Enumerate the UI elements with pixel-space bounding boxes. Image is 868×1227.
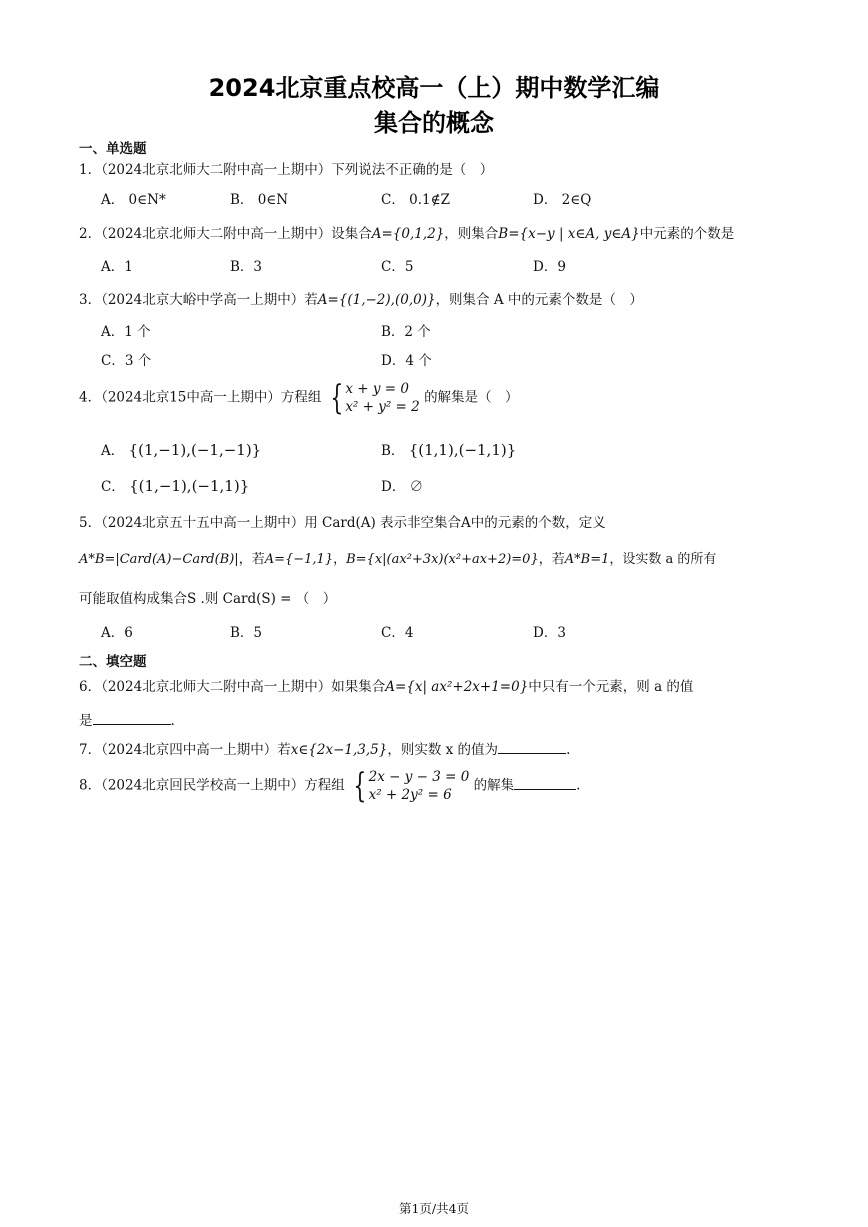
answer-blank[interactable] (514, 775, 576, 790)
text-segment: ，若 (238, 552, 265, 567)
question-6-line2 (79, 709, 175, 729)
option-text: 2∈Q (561, 192, 592, 208)
page-footer: 第1页/共4页 (398, 1201, 470, 1216)
set-a-expression: A={0,1,2} (371, 226, 445, 242)
equation-2: x² + 2y² = 6 (368, 787, 452, 803)
option-label: C． (381, 192, 405, 208)
set-b-expression: B={x|(ax²+3x)(x²+ax+2)=0} (346, 552, 539, 567)
option-label: B． (230, 192, 254, 208)
question-4-option-d[interactable] (381, 475, 423, 495)
question-8-prefix: 8．（2024北京回民学校高一上期中）方程组 (79, 777, 345, 794)
question-1-option-d[interactable] (533, 188, 591, 208)
set-a-expression: A={(1,−2),(0,0)} (317, 292, 436, 308)
question-5-stem-line1: 5．（2024北京五十五中高一上期中）用 Card(A) 表示非空集合A中的元素的个数，定义 (79, 515, 606, 531)
text-segment: ，若 (538, 552, 565, 567)
question-3-option-c[interactable]: C．3 个 (101, 353, 152, 369)
option-text: {(1,1),(−1,1)} (408, 441, 517, 459)
question-1-option-c[interactable] (381, 188, 450, 208)
text-segment: ，设实数 a 的所有 (609, 552, 717, 567)
question-7-prefix: 7．（2024北京四中高一上期中）若 (79, 742, 291, 758)
section-heading-fill-in: 二、填空题 (79, 654, 147, 670)
option-label: D． (381, 479, 406, 495)
question-5-option-d[interactable]: D．3 (533, 625, 566, 641)
condition-expression: A*B=1 (564, 552, 610, 567)
question-1-option-b[interactable] (230, 188, 288, 208)
question-4-option-c[interactable] (101, 475, 249, 495)
option-text: {(1,−1),(−1,1)} (129, 477, 250, 495)
set-a-expression: A={−1,1} (264, 552, 334, 567)
answer-blank[interactable] (93, 710, 171, 725)
question-2-suffix: 中元素的个数是 (639, 226, 735, 242)
condition-expression: x∈{2x−1,3,5} (290, 742, 388, 758)
option-label: B． (381, 443, 405, 459)
question-1-stem: 1．（2024北京北师大二附中高一上期中）下列说法不正确的是（ ） (79, 162, 494, 178)
question-5-stem-line2 (79, 548, 716, 567)
question-2-option-c[interactable]: C．5 (381, 259, 414, 275)
question-4-prefix: 4．（2024北京15中高一上期中）方程组 (79, 389, 322, 406)
question-7-stem (79, 738, 570, 758)
question-3-suffix: ，则集合 A 中的元素个数是（ ） (435, 292, 643, 308)
option-label: C． (101, 479, 125, 495)
question-8-suffix: 的解集 (473, 777, 515, 794)
question-3-option-b[interactable]: B．2 个 (381, 324, 431, 340)
option-label: A． (101, 192, 125, 208)
question-3-option-d[interactable]: D．4 个 (381, 353, 432, 369)
section-heading-single-choice: 一、单选题 (79, 141, 147, 157)
answer-blank[interactable] (498, 739, 566, 754)
question-2-option-b[interactable]: B．3 (230, 259, 263, 275)
question-3-stem (79, 288, 643, 308)
question-5-option-c[interactable]: C．4 (381, 625, 414, 641)
definition-expression: A*B=|Card(A)−Card(B)| (79, 552, 239, 567)
question-5-option-b[interactable]: B．5 (230, 625, 263, 641)
option-text: 0∈N (257, 192, 289, 208)
set-a-expression: A={x| ax²+2x+1=0} (385, 679, 529, 695)
question-6-suffix: 中只有一个元素，则 a 的值 (528, 679, 694, 695)
text-segment: . (576, 777, 581, 794)
question-5-option-a[interactable]: A．6 (101, 625, 133, 641)
equation-1: 2x − y − 3 = 0 (368, 769, 470, 785)
question-2-stem (79, 222, 734, 242)
question-5-stem-line3: 可能取值构成集合S .则 Card(S) = （ ） (79, 591, 337, 607)
option-text: 0.1∉Z (409, 192, 450, 208)
question-2-prefix: 2．（2024北京北师大二附中高一上期中）设集合 (79, 226, 372, 242)
text-segment: . (566, 742, 571, 758)
question-3-option-a[interactable]: A．1 个 (101, 324, 151, 340)
question-2-option-a[interactable]: A．1 (101, 259, 133, 275)
question-3-prefix: 3．（2024北京大峪中学高一上期中）若 (79, 292, 318, 308)
equation-system (326, 380, 420, 416)
question-4-option-b[interactable] (381, 439, 516, 459)
equation-1: x + y = 0 (345, 381, 409, 397)
option-text: {(1,−1),(−1,−1)} (128, 441, 262, 459)
question-4-option-a[interactable] (101, 439, 261, 459)
brace-symbol: { (330, 378, 343, 418)
question-4-suffix: 的解集是（ ） (424, 389, 519, 406)
option-text: 0∈N* (128, 192, 166, 208)
text-segment: 是 (79, 713, 93, 729)
option-label: D． (533, 192, 558, 208)
brace-symbol: { (353, 766, 367, 806)
text-segment: ， (333, 552, 347, 567)
question-6-stem (79, 675, 693, 695)
question-1-option-a[interactable] (101, 188, 166, 208)
page-subtitle: 集合的概念 (374, 109, 494, 137)
equation-system (349, 768, 469, 804)
page-title: 2024北京重点校高一（上）期中数学汇编 (208, 74, 660, 102)
set-b-expression: B={x−y | x∈A, y∈A} (498, 226, 640, 242)
equation-2: x² + y² = 2 (345, 399, 420, 415)
question-8-stem (79, 768, 580, 804)
question-6-prefix: 6．（2024北京北师大二附中高一上期中）如果集合 (79, 679, 386, 695)
question-4-stem (79, 380, 519, 416)
option-label: A． (101, 443, 125, 459)
question-2-mid: ，则集合 (444, 226, 499, 242)
text-segment: . (170, 713, 175, 729)
question-2-option-d[interactable]: D．9 (533, 259, 566, 275)
option-text: ∅ (409, 479, 424, 495)
question-7-suffix: ，则实数 x 的值为 (387, 742, 499, 758)
